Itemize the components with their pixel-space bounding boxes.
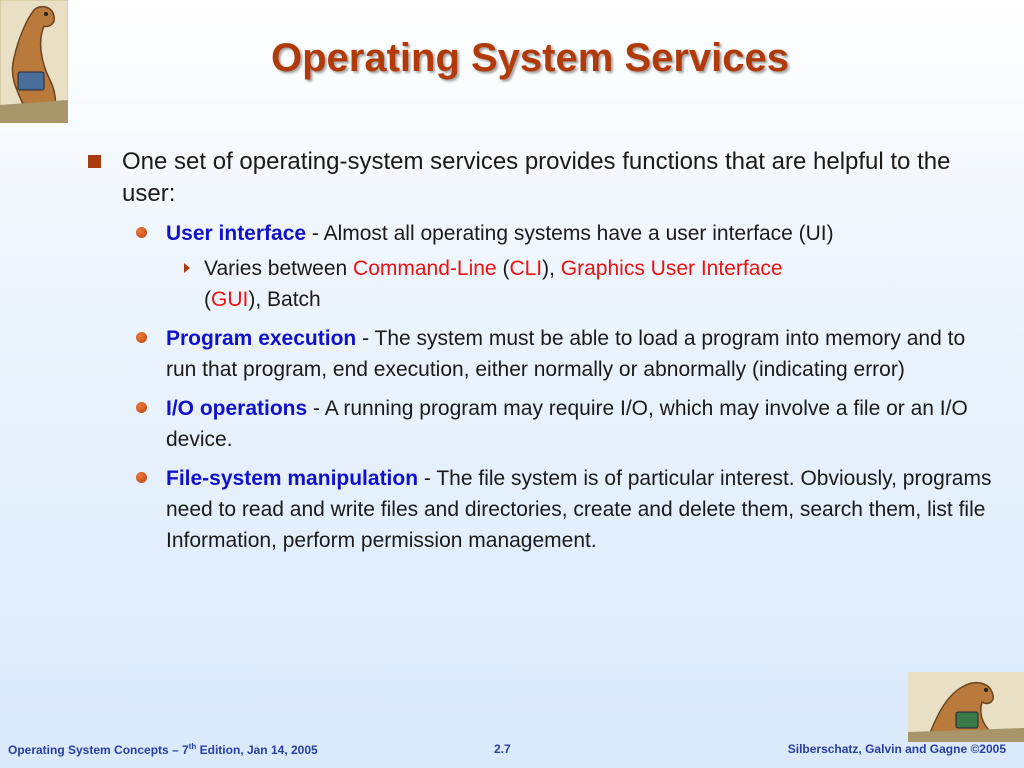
bullet-intro: [88, 146, 998, 210]
arrow-bullet-icon: [184, 263, 190, 273]
sub-text-3: ),: [542, 257, 561, 280]
desc-io-operations: - A running program may require I/O, which may involve a file or an I/O device.: [166, 397, 968, 451]
term-cli: CLI: [509, 257, 543, 280]
term-gui: GUI: [211, 288, 249, 311]
bullet-program-execution: [166, 323, 998, 385]
footer-left-sup: th: [188, 742, 197, 751]
desc-program-execution: - The system must be able to load a program into memory and to run that program, end execution, either normally or abnormally (indicating error): [166, 327, 966, 381]
bullet-io-operations: [166, 393, 998, 455]
dinosaur-logo-top: [0, 0, 68, 123]
term-graphics-user-interface: Graphics User Interface: [560, 257, 783, 280]
footer-left: [8, 742, 318, 757]
term-program-execution: Program execution: [166, 327, 357, 350]
desc-file-system-manipulation: - The file system is of particular interest. Obviously, programs need to read and write files and directories, create and delete them, search them, list file Information, perform permission management.: [166, 467, 992, 552]
square-bullet-icon: [88, 155, 101, 168]
page-number: 2.7: [494, 742, 511, 756]
slide-content: [88, 146, 998, 556]
round-bullet-icon: [136, 332, 147, 343]
bullet-user-interface: [166, 218, 998, 249]
dinosaur-logo-bottom: [908, 672, 1024, 742]
intro-text: One set of operating-system services provides functions that are helpful to the user:: [122, 148, 951, 207]
round-bullet-icon: [136, 227, 147, 238]
bullet-file-system-manipulation: [166, 463, 998, 556]
desc-user-interface: - Almost all operating systems have a user interface (UI): [306, 222, 834, 245]
sub-text-5: ), Batch: [248, 288, 321, 311]
slide-title: Operating System Services: [270, 36, 790, 80]
round-bullet-icon: [136, 472, 147, 483]
footer-left-date: Edition, Jan 14, 2005: [196, 743, 318, 757]
term-user-interface: User interface: [166, 222, 307, 245]
sub-text-1: Varies between: [204, 257, 354, 280]
sub-bullet-ui-types: [204, 253, 998, 315]
footer-right: Silberschatz, Galvin and Gagne ©2005: [787, 742, 1006, 756]
sub-text-4: (: [204, 288, 211, 311]
sub-text-2: (: [496, 257, 510, 280]
term-io-operations: I/O operations: [166, 397, 308, 420]
term-command-line: Command-Line: [353, 257, 497, 280]
term-file-system-manipulation: File-system manipulation: [166, 467, 419, 490]
footer-left-text: Operating System Concepts – 7: [8, 743, 189, 757]
round-bullet-icon: [136, 402, 147, 413]
